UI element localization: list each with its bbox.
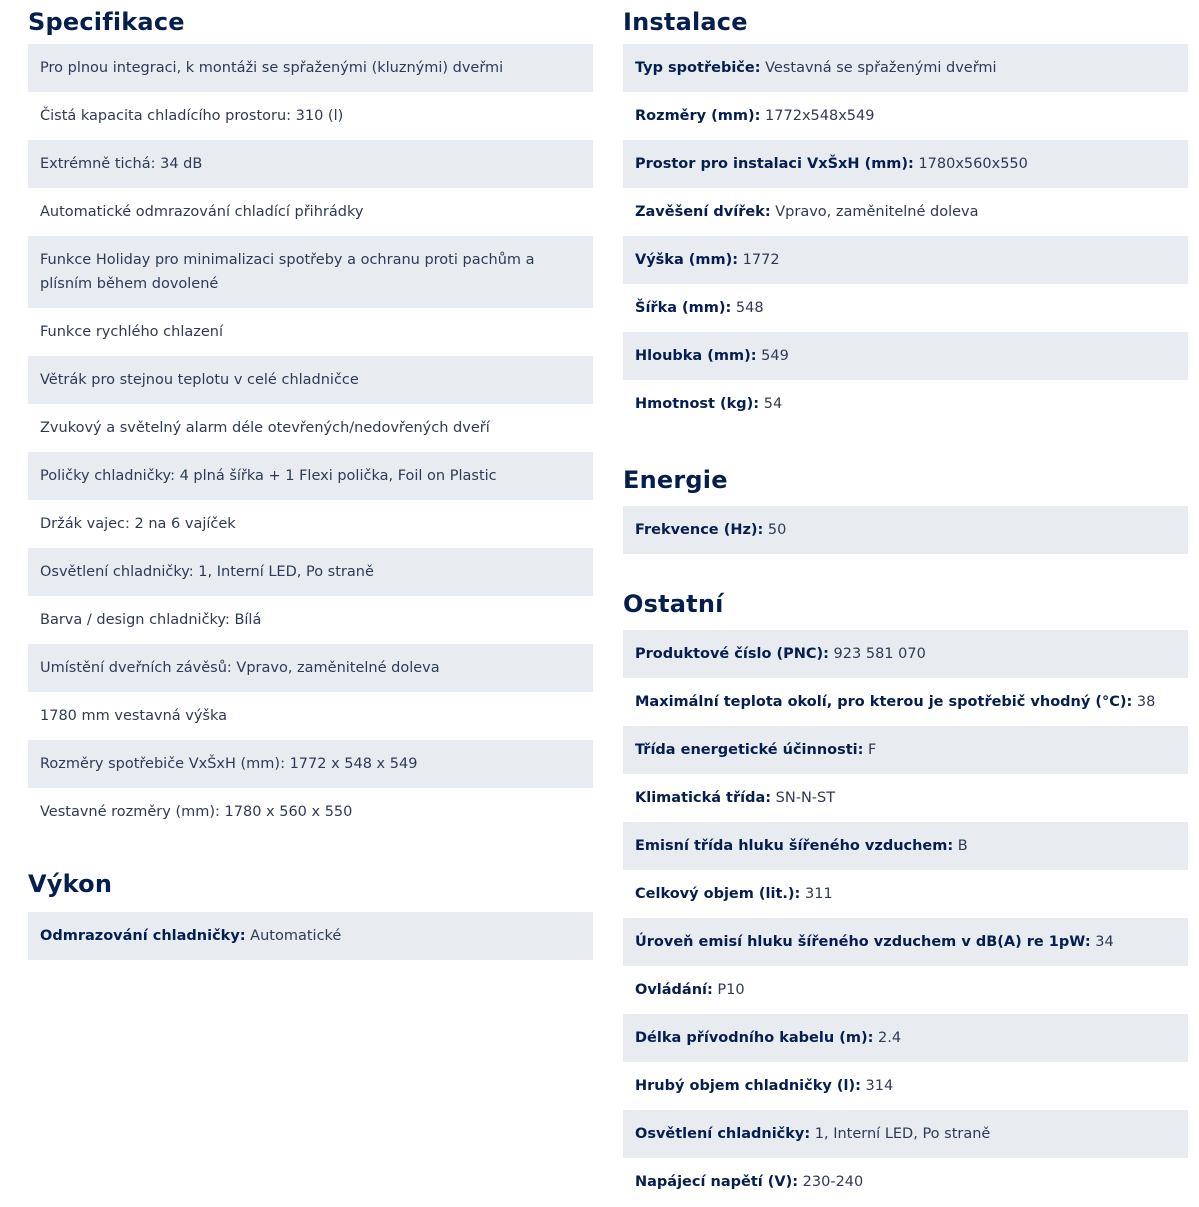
other-key: Úroveň emisí hluku šířeného vzduchem v dB(A) re 1pW: — [635, 934, 1091, 950]
other-key: Třída energetické účinnosti: — [635, 742, 864, 758]
other-value: B — [953, 838, 968, 854]
install-value: 1780x560x550 — [913, 156, 1028, 172]
install-row — [623, 284, 1188, 332]
install-value: 548 — [731, 300, 764, 316]
install-key: Rozměry (mm): — [635, 108, 761, 124]
install-row — [623, 188, 1188, 236]
spec-row: Větrák pro stejnou teplotu v celé chladničce — [28, 356, 593, 404]
other-value: 2.4 — [873, 1030, 902, 1046]
spec-row: Extrémně tichá: 34 dB — [28, 140, 593, 188]
install-section-header — [623, 0, 1188, 44]
other-key: Délka přívodního kabelu (m): — [635, 1030, 874, 1046]
other-key: Napájecí napětí (V): — [635, 1174, 799, 1190]
spacer — [623, 554, 1188, 590]
install-key: Zavěšení dvířek: — [635, 204, 771, 220]
other-row — [623, 1158, 1188, 1206]
spacer — [28, 836, 593, 870]
install-title: Instalace — [623, 8, 748, 36]
spec-row: Rozměry spotřebiče VxŠxH (mm): 1772 x 548 x 549 — [28, 740, 593, 788]
performance-value: Automatické — [245, 928, 342, 944]
other-title: Ostatní — [623, 590, 724, 618]
install-value: 54 — [759, 396, 783, 412]
other-value: P10 — [712, 982, 745, 998]
left-column — [28, 0, 593, 960]
install-value: 549 — [756, 348, 789, 364]
other-section-header — [623, 590, 1188, 630]
energy-list — [623, 506, 1188, 554]
spec-row: Vestavné rozměry (mm): 1780 x 560 x 550 — [28, 788, 593, 836]
spec-row: Pro plnou integraci, k montáži se spřaženými (kluznými) dveřmi — [28, 44, 593, 92]
performance-title: Výkon — [28, 870, 113, 898]
install-key: Typ spotřebiče: — [635, 60, 761, 76]
spacer — [623, 428, 1188, 464]
install-key: Hloubka (mm): — [635, 348, 757, 364]
energy-title: Energie — [623, 466, 728, 494]
other-key: Ovládání: — [635, 982, 713, 998]
other-value: 311 — [800, 886, 833, 902]
performance-key: Odmrazování chladničky: — [40, 928, 246, 944]
install-key: Hmotnost (kg): — [635, 396, 760, 412]
other-row — [623, 918, 1188, 966]
install-value: 1772 — [738, 252, 780, 268]
install-value: Vpravo, zaměnitelné doleva — [770, 204, 979, 220]
spec-row: Funkce Holiday pro minimalizaci spotřeby a ochranu proti pachům a plísním během dovolené — [28, 236, 593, 308]
install-list — [623, 44, 1188, 428]
energy-key: Frekvence (Hz): — [635, 522, 764, 538]
install-row — [623, 332, 1188, 380]
other-key: Emisní třída hluku šířeného vzduchem: — [635, 838, 954, 854]
energy-section-header — [623, 464, 1188, 506]
spec-row: 1780 mm vestavná výška — [28, 692, 593, 740]
other-row — [623, 870, 1188, 918]
spec-row: Automatické odmrazování chladící přihrádky — [28, 188, 593, 236]
performance-list — [28, 912, 593, 960]
other-row — [623, 1062, 1188, 1110]
other-key: Produktové číslo (PNC): — [635, 646, 829, 662]
specs-section-header — [28, 0, 593, 44]
install-row — [623, 380, 1188, 428]
other-key: Osvětlení chladničky: — [635, 1126, 811, 1142]
energy-row — [623, 506, 1188, 554]
other-key: Celkový objem (lit.): — [635, 886, 801, 902]
spec-row: Poličky chladničky: 4 plná šířka + 1 Flexi polička, Foil on Plastic — [28, 452, 593, 500]
other-value: F — [863, 742, 877, 758]
other-row — [623, 774, 1188, 822]
install-row — [623, 236, 1188, 284]
other-value: 1, Interní LED, Po straně — [810, 1126, 991, 1142]
other-value: 230-240 — [798, 1174, 864, 1190]
install-value: 1772x548x549 — [760, 108, 875, 124]
install-row — [623, 92, 1188, 140]
other-value: 34 — [1090, 934, 1114, 950]
other-row — [623, 1014, 1188, 1062]
other-row — [623, 1110, 1188, 1158]
other-value: SN-N-ST — [771, 790, 836, 806]
right-column — [623, 0, 1188, 1206]
other-value: 314 — [860, 1078, 894, 1094]
install-row — [623, 44, 1188, 92]
performance-section-header — [28, 870, 593, 912]
install-key: Výška (mm): — [635, 252, 739, 268]
spec-row: Osvětlení chladničky: 1, Interní LED, Po straně — [28, 548, 593, 596]
other-value: 38 — [1132, 694, 1156, 710]
install-value: Vestavná se spřaženými dveřmi — [760, 60, 997, 76]
other-key: Klimatická třída: — [635, 790, 772, 806]
other-key: Hrubý objem chladničky (l): — [635, 1078, 861, 1094]
other-row — [623, 822, 1188, 870]
other-key: Maximální teplota okolí, pro kterou je spotřebič vhodný (°C): — [635, 694, 1133, 710]
other-value: 923 581 070 — [828, 646, 926, 662]
spec-row: Čistá kapacita chladícího prostoru: 310 (l) — [28, 92, 593, 140]
spec-row: Umístění dveřních závěsů: Vpravo, zaměnitelné doleva — [28, 644, 593, 692]
energy-value: 50 — [763, 522, 787, 538]
specs-list — [28, 44, 593, 836]
spec-row: Zvukový a světelný alarm déle otevřených/nedovřených dveří — [28, 404, 593, 452]
other-row — [623, 966, 1188, 1014]
other-row — [623, 678, 1188, 726]
spec-row: Držák vajec: 2 na 6 vajíček — [28, 500, 593, 548]
spec-row: Barva / design chladničky: Bílá — [28, 596, 593, 644]
install-key: Prostor pro instalaci VxŠxH (mm): — [635, 156, 914, 172]
performance-row — [28, 912, 593, 960]
other-row — [623, 630, 1188, 678]
specs-title: Specifikace — [28, 8, 185, 36]
other-list — [623, 630, 1188, 1206]
install-key: Šířka (mm): — [635, 300, 732, 316]
spec-row: Funkce rychlého chlazení — [28, 308, 593, 356]
other-row — [623, 726, 1188, 774]
install-row — [623, 140, 1188, 188]
